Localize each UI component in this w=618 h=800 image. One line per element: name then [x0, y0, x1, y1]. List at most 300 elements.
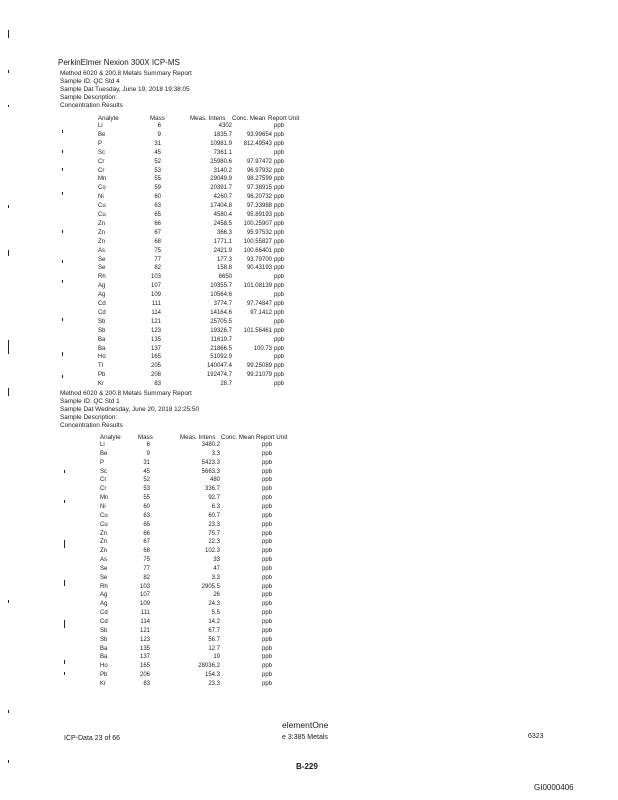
analyte-cell: Sb — [98, 327, 106, 334]
table-row — [0, 654, 618, 661]
unit-cell: ppb — [274, 123, 285, 129]
unit-cell: ppb — [262, 459, 273, 466]
unit-cell: ppb — [274, 158, 285, 165]
mass-cell: 65 — [154, 212, 161, 218]
table-row — [0, 557, 618, 564]
mass-cell: 53 — [143, 486, 150, 493]
table-row — [0, 132, 618, 139]
analyte-cell: Sc — [98, 149, 106, 156]
intensity-cell: 20391.7 — [210, 185, 232, 192]
conc-cell: 101.56461 — [243, 327, 272, 334]
table-row — [0, 274, 618, 281]
intensity-cell: 26 — [213, 592, 220, 599]
table-row — [0, 469, 618, 476]
analyte-cell: Ag — [98, 283, 106, 290]
sample-desc-line: Sample Description: — [60, 94, 118, 101]
intensity-cell: 92.7 — [208, 495, 220, 502]
unit-cell: ppb — [262, 680, 273, 687]
scan-mark — [8, 710, 9, 713]
table-row — [0, 619, 618, 626]
table-row — [0, 363, 618, 370]
table-row — [0, 592, 618, 599]
intensity-cell: 19326.7 — [210, 327, 232, 334]
unit-cell: ppb — [274, 274, 285, 281]
mass-cell: 206 — [139, 672, 150, 679]
table-row — [0, 221, 618, 228]
table-row — [0, 504, 618, 511]
unit-cell: ppb — [262, 477, 273, 484]
unit-cell: ppb — [274, 345, 285, 352]
col-mass: Mass — [138, 434, 153, 441]
intensity-cell: 480 — [209, 477, 220, 484]
mass-cell: 114 — [151, 309, 161, 316]
unit-cell: ppb — [274, 354, 285, 361]
conc-cell: 100.55827 — [243, 238, 272, 245]
analyte-cell: Cu — [98, 203, 106, 210]
analyte-cell: Ho — [100, 663, 108, 670]
analyte-cell: Zn — [98, 238, 106, 245]
conc-cell: 100.66401 — [243, 247, 272, 254]
intensity-cell: 336.7 — [204, 486, 220, 493]
table-row — [0, 601, 618, 608]
intensity-cell: 14.2 — [208, 619, 220, 625]
table-row — [0, 495, 618, 502]
sample-id-line: Sample ID: QC Std 4 — [60, 78, 120, 85]
unit-cell: ppb — [262, 512, 273, 519]
conc-cell: 90.43193 — [246, 265, 272, 272]
table-row — [0, 628, 618, 635]
mass-cell: 103 — [150, 274, 161, 281]
report-title: PerkinElmer Nexion 300X ICP-MS — [58, 58, 180, 67]
analyte-cell: Zn — [98, 220, 106, 227]
analyte-cell: Cr — [98, 158, 105, 165]
unit-cell: ppb — [262, 672, 273, 679]
mass-cell: 55 — [154, 176, 161, 183]
section-1-header — [60, 70, 192, 110]
mass-cell: 63 — [154, 203, 161, 210]
scan-mark — [8, 340, 9, 354]
table-row — [0, 248, 618, 255]
conc-cell: 96.97932 — [246, 167, 272, 174]
mass-cell: 123 — [139, 636, 150, 643]
unit-cell: ppb — [262, 601, 273, 608]
unit-cell: ppb — [274, 185, 285, 192]
intensity-cell: 17404.8 — [210, 203, 232, 210]
conc-cell: 99.25089 — [246, 363, 272, 370]
unit-cell: ppb — [274, 203, 285, 210]
analyte-cell: Ag — [98, 292, 106, 299]
mass-cell: 107 — [150, 283, 161, 290]
mass-cell: 135 — [139, 645, 150, 652]
unit-cell: ppb — [274, 301, 285, 307]
mass-cell: 109 — [139, 601, 150, 608]
sample-desc-line: Sample Description: — [60, 414, 118, 421]
mass-cell: 45 — [154, 149, 161, 156]
mass-cell: 52 — [154, 158, 161, 165]
scan-mark — [62, 352, 63, 356]
analyte-cell: Ba — [98, 345, 106, 352]
table-row — [0, 123, 618, 130]
table-row — [0, 239, 618, 246]
mass-cell: 77 — [154, 256, 161, 263]
intensity-cell: 14164.6 — [210, 309, 232, 316]
mass-cell: 107 — [139, 592, 150, 599]
conc-cell: 97.33988 — [246, 203, 272, 210]
conc-cell: 101.08139 — [243, 283, 272, 290]
mass-cell: 137 — [150, 345, 161, 352]
table-row — [0, 265, 618, 272]
mass-cell: 66 — [143, 530, 150, 537]
unit-cell: ppb — [262, 486, 273, 493]
col-unit: Report Unit — [256, 434, 288, 441]
analyte-cell: Pb — [98, 372, 106, 379]
scan-mark — [8, 600, 9, 603]
conc-cell: 95.97532 — [246, 229, 272, 236]
col-intensity: Meas. Intens — [180, 434, 216, 441]
intensity-cell: 3.3 — [211, 574, 220, 581]
unit-cell: ppb — [274, 363, 285, 370]
analyte-cell: P — [100, 459, 105, 466]
analyte-cell: Zn — [98, 229, 106, 236]
mass-cell: 137 — [139, 654, 150, 661]
analyte-cell: Ag — [100, 592, 108, 599]
intensity-cell: 5423.3 — [201, 459, 220, 466]
col-analyte: Analyte — [98, 115, 119, 122]
scan-mark — [62, 130, 63, 133]
unit-cell: ppb — [274, 194, 285, 201]
analyte-cell: Cr — [98, 167, 105, 174]
unit-cell: ppb — [274, 309, 285, 316]
unit-cell: ppb — [262, 468, 273, 475]
mass-cell: 31 — [154, 140, 161, 147]
intensity-cell: 10355.7 — [210, 283, 232, 290]
table-row — [0, 346, 618, 353]
unit-cell: ppb — [262, 450, 273, 457]
mass-cell: 83 — [154, 381, 161, 388]
mass-cell: 165 — [150, 354, 161, 361]
unit-cell: ppb — [262, 548, 273, 555]
mass-cell: 165 — [139, 663, 150, 670]
analyte-cell: Co — [98, 185, 106, 192]
mass-cell: 65 — [143, 521, 150, 528]
mass-cell: 53 — [154, 167, 161, 174]
intensity-cell: 140047.4 — [206, 363, 232, 370]
analyte-cell: Sc — [100, 468, 108, 475]
mass-cell: 121 — [139, 627, 150, 634]
analyte-cell: Se — [98, 265, 106, 272]
table-row — [0, 672, 618, 679]
mass-cell: 82 — [143, 574, 150, 581]
unit-cell: ppb — [274, 140, 285, 147]
analyte-cell: Se — [100, 565, 108, 572]
table-row — [0, 257, 618, 264]
mass-cell: 6 — [146, 442, 150, 448]
analyte-cell: Cd — [98, 301, 106, 307]
intensity-cell: 2905.5 — [201, 583, 220, 590]
analyte-cell: Ba — [100, 654, 108, 661]
scan-mark — [62, 260, 63, 263]
method-line: Method 6020 & 200.8 Metals Summary Report — [60, 70, 192, 77]
footer-page: ICP-Data 23 of 66 — [64, 735, 121, 742]
col-mass: Mass — [150, 115, 165, 122]
mass-cell: 75 — [143, 557, 150, 564]
table-row — [0, 141, 618, 148]
intensity-cell: 3.3 — [211, 450, 220, 457]
unit-cell: ppb — [274, 247, 285, 254]
scan-mark — [64, 620, 65, 628]
table-row — [0, 354, 618, 361]
table-row — [0, 566, 618, 573]
analyte-cell: Zn — [100, 548, 108, 555]
table-row — [0, 168, 618, 175]
mass-cell: 205 — [150, 363, 161, 370]
table-row — [0, 522, 618, 529]
intensity-cell: 4580.4 — [213, 212, 232, 218]
scan-mark — [8, 70, 9, 73]
intensity-cell: 51092.9 — [210, 354, 232, 361]
table-row — [0, 185, 618, 192]
intensity-cell: 177.3 — [216, 256, 232, 263]
conc-cell: 96.20732 — [246, 194, 272, 201]
analyte-cell: Rh — [98, 274, 106, 281]
scan-mark — [64, 540, 65, 548]
unit-cell: ppb — [262, 539, 273, 546]
mass-cell: 66 — [154, 220, 161, 227]
intensity-cell: 25980.6 — [210, 158, 232, 165]
unit-cell: ppb — [262, 636, 273, 643]
table-row — [0, 337, 618, 344]
table-row — [0, 451, 618, 458]
unit-cell: ppb — [274, 167, 285, 174]
analyte-cell: Mn — [100, 495, 109, 502]
intensity-cell: 11619.7 — [210, 336, 232, 343]
mass-cell: 9 — [157, 131, 161, 138]
sample-date-line: Sample Dat Wednesday, June 20, 2018 12:25:50 — [60, 406, 200, 413]
table-row — [0, 372, 618, 379]
table-row — [0, 301, 618, 308]
unit-cell: ppb — [262, 503, 273, 510]
intensity-cell: 5.5 — [211, 610, 220, 617]
intensity-cell: 4302 — [218, 123, 232, 129]
analyte-cell: Kr — [100, 680, 106, 687]
unit-cell: ppb — [262, 654, 273, 661]
intensity-cell: 33 — [213, 557, 220, 564]
scan-mark — [64, 470, 65, 473]
unit-cell: ppb — [274, 327, 285, 334]
mass-cell: 67 — [154, 229, 161, 236]
mass-cell: 75 — [154, 247, 161, 254]
mass-cell: 123 — [150, 327, 161, 334]
mass-cell: 9 — [146, 450, 150, 457]
scan-mark — [64, 660, 65, 664]
table-row — [0, 681, 618, 688]
unit-cell: ppb — [274, 336, 285, 343]
mass-cell: 83 — [143, 680, 150, 687]
unit-cell: ppb — [274, 372, 285, 379]
analyte-cell: Cr — [100, 486, 107, 493]
footer-code: 6323 — [528, 733, 544, 740]
unit-cell: ppb — [274, 149, 285, 156]
unit-cell: ppb — [274, 256, 285, 263]
table-row — [0, 637, 618, 644]
conc-cell: 97.38915 — [246, 185, 272, 192]
analyte-cell: Be — [100, 450, 108, 457]
footer-software: elementOne — [282, 720, 329, 730]
scan-mark — [64, 580, 65, 586]
unit-cell: ppb — [274, 283, 285, 290]
unit-cell: ppb — [274, 212, 285, 218]
intensity-cell: 2421.9 — [213, 247, 232, 254]
intensity-cell: 2458.5 — [213, 220, 232, 227]
table-row — [0, 513, 618, 520]
analyte-cell: Ba — [98, 336, 106, 343]
unit-cell: ppb — [262, 627, 273, 634]
intensity-cell: 6.3 — [211, 503, 220, 510]
analyte-cell: Cd — [100, 610, 108, 617]
section-2-header — [60, 390, 199, 430]
bates-number: B-229 — [296, 762, 318, 771]
analyte-cell: Cu — [98, 212, 106, 218]
intensity-cell: 10981.9 — [210, 140, 232, 147]
unit-cell: ppb — [262, 610, 273, 617]
intensity-cell: 154.3 — [204, 672, 220, 679]
table-row — [0, 381, 618, 388]
analyte-cell: Li — [98, 123, 103, 129]
unit-cell: ppb — [262, 530, 273, 537]
intensity-cell: 1771.1 — [213, 238, 232, 245]
table-row — [0, 442, 618, 449]
table-row — [0, 283, 618, 290]
scan-mark — [62, 318, 63, 321]
conc-cell: 98.27599 — [246, 176, 272, 183]
conc-cell: 93.79700 — [246, 256, 272, 263]
analyte-cell: Cd — [100, 619, 108, 625]
conc-cell: 100.73 — [253, 345, 272, 352]
analyte-cell: Mn — [98, 176, 107, 183]
intensity-cell: 3140.2 — [213, 167, 232, 174]
analyte-cell: Be — [98, 131, 106, 138]
analyte-cell: Ni — [98, 194, 104, 201]
mass-cell: 52 — [143, 477, 150, 484]
unit-cell: ppb — [262, 619, 273, 625]
scan-mark — [8, 760, 9, 763]
unit-cell: ppb — [262, 495, 273, 502]
analyte-cell: Cr — [100, 477, 107, 484]
table-row — [0, 663, 618, 670]
scan-mark — [64, 500, 65, 503]
conc-cell: 95.89193 — [246, 212, 272, 218]
analyte-cell: Zn — [100, 539, 108, 546]
analyte-cell: Tl — [98, 363, 103, 370]
table-row — [0, 610, 618, 617]
unit-cell: ppb — [262, 565, 273, 572]
intensity-cell: 158.8 — [216, 265, 232, 272]
analyte-cell: Ba — [100, 645, 108, 652]
intensity-cell: 366.3 — [216, 229, 232, 236]
analyte-cell: Kr — [98, 381, 104, 388]
mass-cell: 77 — [143, 565, 150, 572]
analyte-cell: Sb — [98, 318, 106, 325]
method-line: Method 6020 & 200.8 Metals Summary Report — [60, 390, 192, 397]
analyte-cell: Rh — [100, 583, 108, 590]
analyte-cell: Cd — [98, 309, 106, 316]
mass-cell: 55 — [143, 495, 150, 502]
scan-mark — [8, 205, 9, 208]
analyte-cell: Cu — [100, 512, 108, 519]
unit-cell: ppb — [262, 663, 273, 670]
conc-cell: 97.1412 — [250, 309, 272, 316]
mass-cell: 67 — [143, 539, 150, 546]
mass-cell: 111 — [140, 610, 150, 617]
table-row — [0, 150, 618, 157]
mass-cell: 45 — [143, 468, 150, 475]
scan-mark — [8, 250, 9, 256]
analyte-cell: As — [98, 247, 106, 254]
unit-cell: ppb — [274, 229, 285, 236]
scan-mark — [8, 30, 9, 38]
unit-cell: ppb — [262, 557, 273, 564]
table-row — [0, 486, 618, 493]
intensity-cell: 7361.1 — [213, 149, 232, 156]
mass-cell: 103 — [139, 583, 150, 590]
conc-cell: 97.74847 — [246, 301, 272, 307]
conc-cell: 99.21079 — [246, 372, 272, 379]
table-row — [0, 194, 618, 201]
intensity-cell: 12.7 — [208, 645, 220, 652]
unit-cell: ppb — [274, 220, 285, 227]
unit-cell: ppb — [262, 645, 273, 652]
table-row — [0, 575, 618, 582]
scan-mark — [64, 672, 65, 675]
intensity-cell: 60.7 — [208, 512, 220, 519]
scan-mark — [62, 280, 63, 283]
intensity-cell: 28.7 — [220, 381, 232, 388]
intensity-cell: 192474.7 — [206, 372, 232, 379]
document-id: GI0000406 — [534, 783, 574, 792]
analyte-cell: Ho — [98, 354, 106, 361]
conc-cell: 100.25907 — [243, 220, 272, 227]
table-row — [0, 176, 618, 183]
table-row — [0, 460, 618, 467]
mass-cell: 208 — [150, 372, 161, 379]
analyte-cell: Ni — [100, 503, 106, 510]
intensity-cell: 6650 — [218, 274, 232, 281]
sample-id-line: Sample ID: QC Std 1 — [60, 398, 120, 405]
intensity-cell: 21866.5 — [210, 345, 232, 352]
col-intensity: Meas. Intens — [190, 115, 226, 122]
sample-date-line: Sample Dat Tuesday, June 19, 2018 19:38:05 — [60, 86, 190, 93]
intensity-cell: 47 — [213, 565, 220, 572]
table-row — [0, 230, 618, 237]
conc-cell: 97.97472 — [246, 158, 272, 165]
table-row — [0, 328, 618, 335]
analyte-cell: Se — [98, 256, 106, 263]
mass-cell: 6 — [157, 123, 161, 129]
table-row — [0, 531, 618, 538]
intensity-cell: 19 — [213, 654, 220, 661]
unit-cell: ppb — [262, 583, 273, 590]
unit-cell: ppb — [274, 292, 285, 299]
intensity-cell: 22.3 — [208, 539, 220, 546]
mass-cell: 135 — [150, 336, 161, 343]
conc-results-line: Concentration Results — [60, 422, 123, 429]
mass-cell: 68 — [154, 238, 161, 245]
scan-mark — [8, 388, 9, 396]
intensity-cell: 25705.5 — [210, 318, 232, 325]
intensity-cell: 1835.7 — [213, 131, 232, 138]
mass-cell: 68 — [143, 548, 150, 555]
analyte-cell: As — [100, 557, 108, 564]
